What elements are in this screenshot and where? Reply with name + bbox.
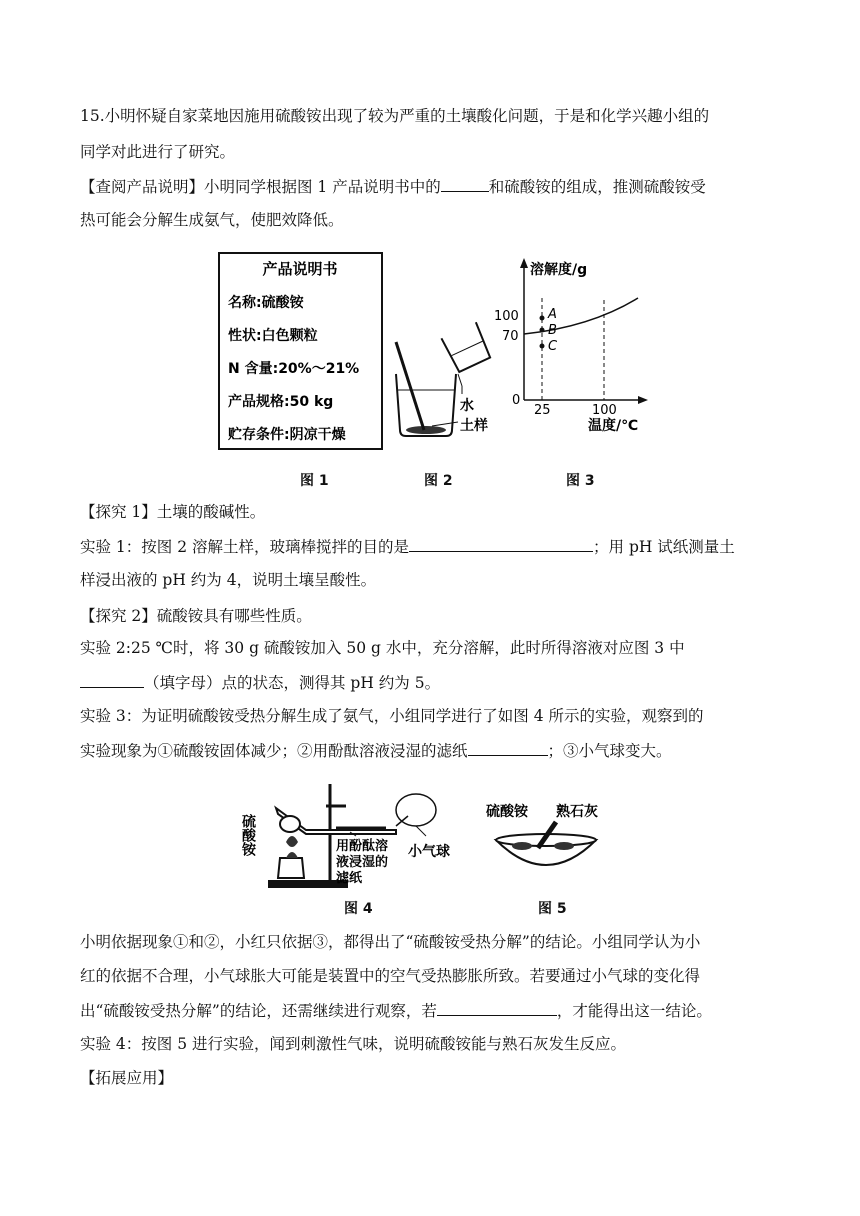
fig3-ytick-100: 100 bbox=[494, 309, 519, 324]
question-line-9: 实验 2:25 ℃时，将 30 g 硫酸铵加入 50 g 水中，充分溶解，此时所得溶液对应图 3 中 bbox=[80, 639, 685, 657]
text-segment: ；③小气球变大。 bbox=[547, 742, 672, 760]
text-segment: （填字母）点的状态，测得其 pH 约为 5。 bbox=[144, 674, 441, 692]
figure-5 bbox=[486, 800, 616, 880]
question-line-17: 【拓展应用】 bbox=[80, 1069, 174, 1087]
fig3-point-b: B bbox=[548, 323, 557, 338]
fig1-row-1: 名称:硫酸铵 bbox=[228, 295, 304, 311]
question-line-2: 同学对此进行了研究。 bbox=[80, 143, 236, 161]
fig2-caption: 图 2 bbox=[424, 473, 453, 489]
question-line-14: 红的依据不合理，小气球胀大可能是装置中的空气受热膨胀所致。若要通过小气球的变化得 bbox=[80, 967, 701, 985]
fig5-left-label: 硫酸铵 bbox=[486, 804, 528, 820]
fig3-caption: 图 3 bbox=[566, 473, 595, 489]
fig3-xtick-25: 25 bbox=[534, 403, 551, 418]
question-line-13: 小明依据现象①和②，小红只依据③，都得出了“硫酸铵受热分解”的结论。小组同学认为小 bbox=[80, 933, 701, 951]
question-line-12 bbox=[80, 740, 672, 761]
question-line-6 bbox=[80, 536, 735, 557]
answer-blank-2[interactable] bbox=[409, 536, 593, 552]
text-segment: 实验现象为①硫酸铵固体减少；②用酚酞溶液浸湿的滤纸 bbox=[80, 742, 468, 760]
fig3-point-c: C bbox=[548, 339, 558, 354]
fig3-xtick-100: 100 bbox=[592, 403, 617, 418]
question-line-5: 【探究 1】土壤的酸碱性。 bbox=[80, 503, 266, 521]
beaker-diagram bbox=[388, 318, 498, 458]
question-line-11: 实验 3：为证明硫酸铵受热分解生成了氨气，小组同学进行了如图 4 所示的实验，观察到的 bbox=[80, 707, 704, 725]
solubility-curve bbox=[492, 256, 652, 446]
question-line-4: 热可能会分解生成氨气，使肥效降低。 bbox=[80, 211, 344, 229]
question-line-10 bbox=[80, 672, 440, 693]
fig1-row-4: 产品规格:50 kg bbox=[228, 394, 334, 410]
text-segment: 实验 1：按图 2 溶解土样，玻璃棒搅拌的目的是 bbox=[80, 538, 410, 556]
fig4-paper-label-3: 滤纸 bbox=[336, 871, 363, 886]
answer-blank-4[interactable] bbox=[468, 740, 548, 756]
fig2-soil-label: 土样 bbox=[460, 418, 488, 434]
answer-blank-3[interactable] bbox=[80, 672, 144, 688]
fig3-ytick-0: 0 bbox=[512, 393, 521, 408]
text-segment: 出“硫酸铵受热分解”的结论，还需继续进行观察，若 bbox=[80, 1002, 437, 1020]
fig4-paper-label-1: 用酚酞溶 bbox=[336, 839, 389, 854]
heating-apparatus bbox=[240, 774, 476, 892]
answer-blank-5[interactable] bbox=[437, 1000, 557, 1016]
text-segment: 和硫酸铵的组成，推测硫酸铵受 bbox=[488, 178, 706, 196]
product-label-box bbox=[218, 252, 386, 452]
mortar-diagram bbox=[486, 800, 616, 880]
fig1-title: 产品说明书 bbox=[262, 260, 338, 278]
question-line-8: 【探究 2】硫酸铵具有哪些性质。 bbox=[80, 607, 312, 625]
fig3-ytick-70: 70 bbox=[502, 329, 519, 344]
question-line-15 bbox=[80, 1000, 712, 1021]
question-line-1: 15.小明怀疑自家菜地因施用硫酸铵出现了较为严重的土壤酸化问题，于是和化学兴趣小组的 bbox=[80, 107, 710, 125]
answer-blank-1[interactable] bbox=[441, 176, 489, 192]
fig4-caption: 图 4 bbox=[344, 901, 373, 917]
fig4-balloon-label: 小气球 bbox=[408, 844, 450, 860]
fig3-point-a: A bbox=[548, 307, 557, 322]
fig5-caption: 图 5 bbox=[538, 901, 567, 917]
fig1-caption: 图 1 bbox=[300, 473, 329, 489]
question-line-3 bbox=[80, 176, 706, 197]
fig1-row-3: N 含量:20%～21% bbox=[228, 361, 360, 377]
fig3-ylabel: 溶解度/g bbox=[530, 262, 588, 278]
fig1-row-2: 性状:白色颗粒 bbox=[228, 328, 318, 344]
figure-2 bbox=[388, 318, 498, 458]
question-line-7: 样浸出液的 pH 约为 4，说明土壤呈酸性。 bbox=[80, 571, 377, 589]
text-segment: 【查阅产品说明】小明同学根据图 1 产品说明书中的 bbox=[80, 178, 441, 196]
text-segment: ，才能得出这一结论。 bbox=[556, 1002, 712, 1020]
fig2-water-label: 水 bbox=[460, 398, 474, 414]
fig4-label-1: 硫酸铵 bbox=[240, 814, 256, 856]
fig3-xlabel: 温度/℃ bbox=[588, 418, 639, 434]
figure-3 bbox=[492, 256, 652, 446]
fig5-right-label: 熟石灰 bbox=[556, 804, 598, 820]
fig1-row-5: 贮存条件:阴凉干燥 bbox=[228, 427, 346, 443]
figure-4 bbox=[240, 774, 476, 892]
text-segment: ；用 pH 试纸测量土 bbox=[593, 538, 735, 556]
fig4-paper-label-2: 液浸湿的 bbox=[336, 855, 389, 870]
figure-1 bbox=[218, 252, 386, 452]
question-line-16: 实验 4：按图 5 进行实验，闻到刺激性气味，说明硫酸铵能与熟石灰发生反应。 bbox=[80, 1035, 627, 1053]
